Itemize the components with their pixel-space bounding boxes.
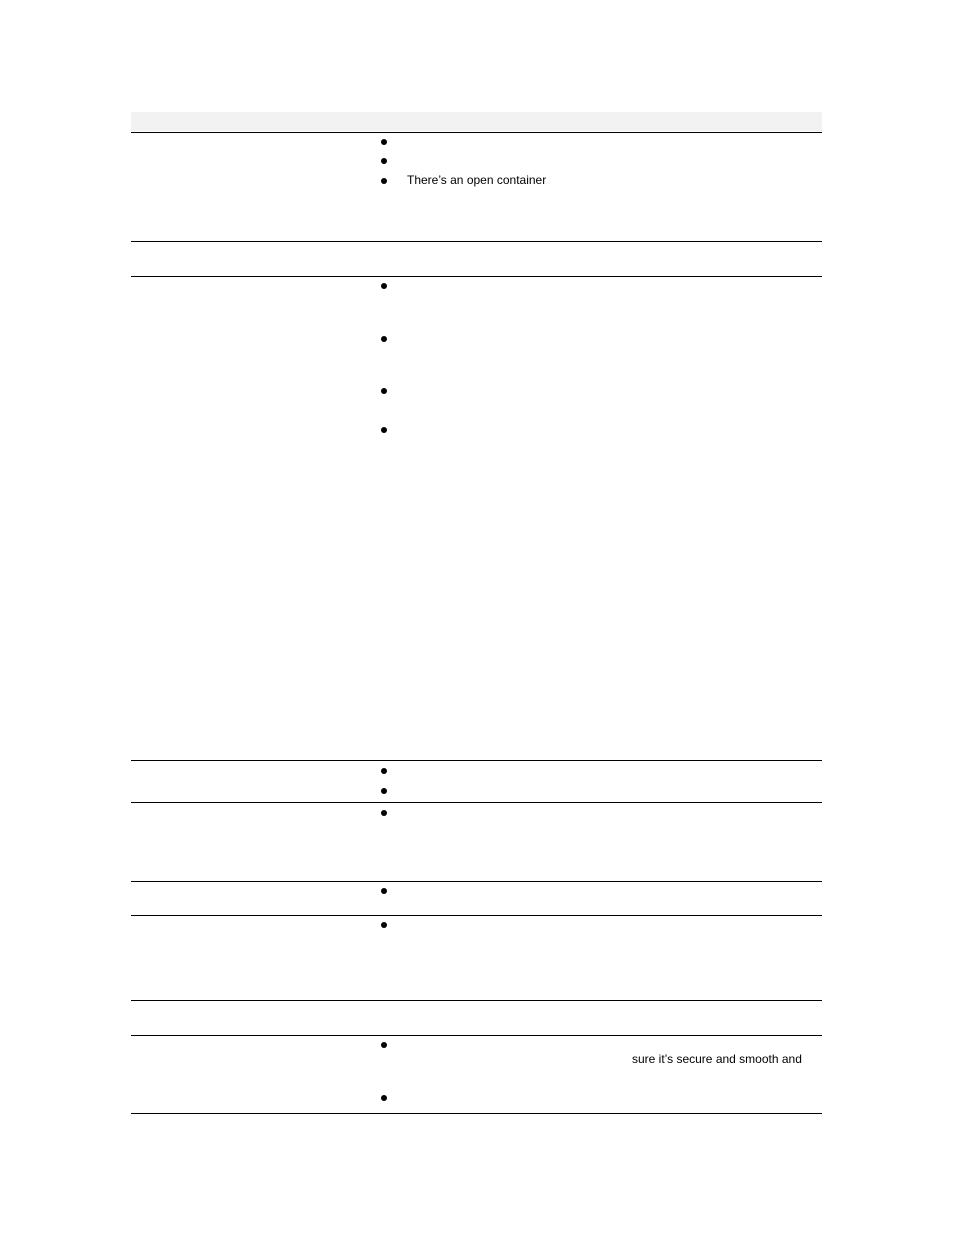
- table-row: [131, 1001, 822, 1035]
- bullet-icon: [381, 388, 387, 394]
- bullet-icon: [381, 336, 387, 342]
- table-row: [131, 277, 822, 760]
- bullet-icon: [381, 178, 387, 184]
- bullet-icon: [381, 888, 387, 894]
- bullet-icon: [381, 810, 387, 816]
- bullet-icon: [381, 158, 387, 164]
- bullet-icon: [381, 427, 387, 433]
- table-row: [131, 882, 822, 915]
- bullet-icon: [381, 283, 387, 289]
- bullet-icon: [381, 1042, 387, 1048]
- table-row: [131, 242, 822, 276]
- table-header-band: [131, 112, 822, 131]
- bullet-icon: [381, 788, 387, 794]
- table-row: [131, 132, 822, 241]
- document-table: [131, 112, 822, 1114]
- list-item-text: There’s an open container: [407, 173, 547, 187]
- list-item-continuation: sure it’s secure and smooth and: [632, 1052, 802, 1066]
- bullet-icon: [381, 768, 387, 774]
- bullet-icon: [381, 922, 387, 928]
- table-row: [131, 916, 822, 1000]
- bullet-icon: [381, 139, 387, 145]
- table-row: [131, 761, 822, 802]
- table-row: [131, 1036, 822, 1114]
- bullet-icon: [381, 1095, 387, 1101]
- row-divider: [131, 1113, 822, 1114]
- table-row: [131, 803, 822, 881]
